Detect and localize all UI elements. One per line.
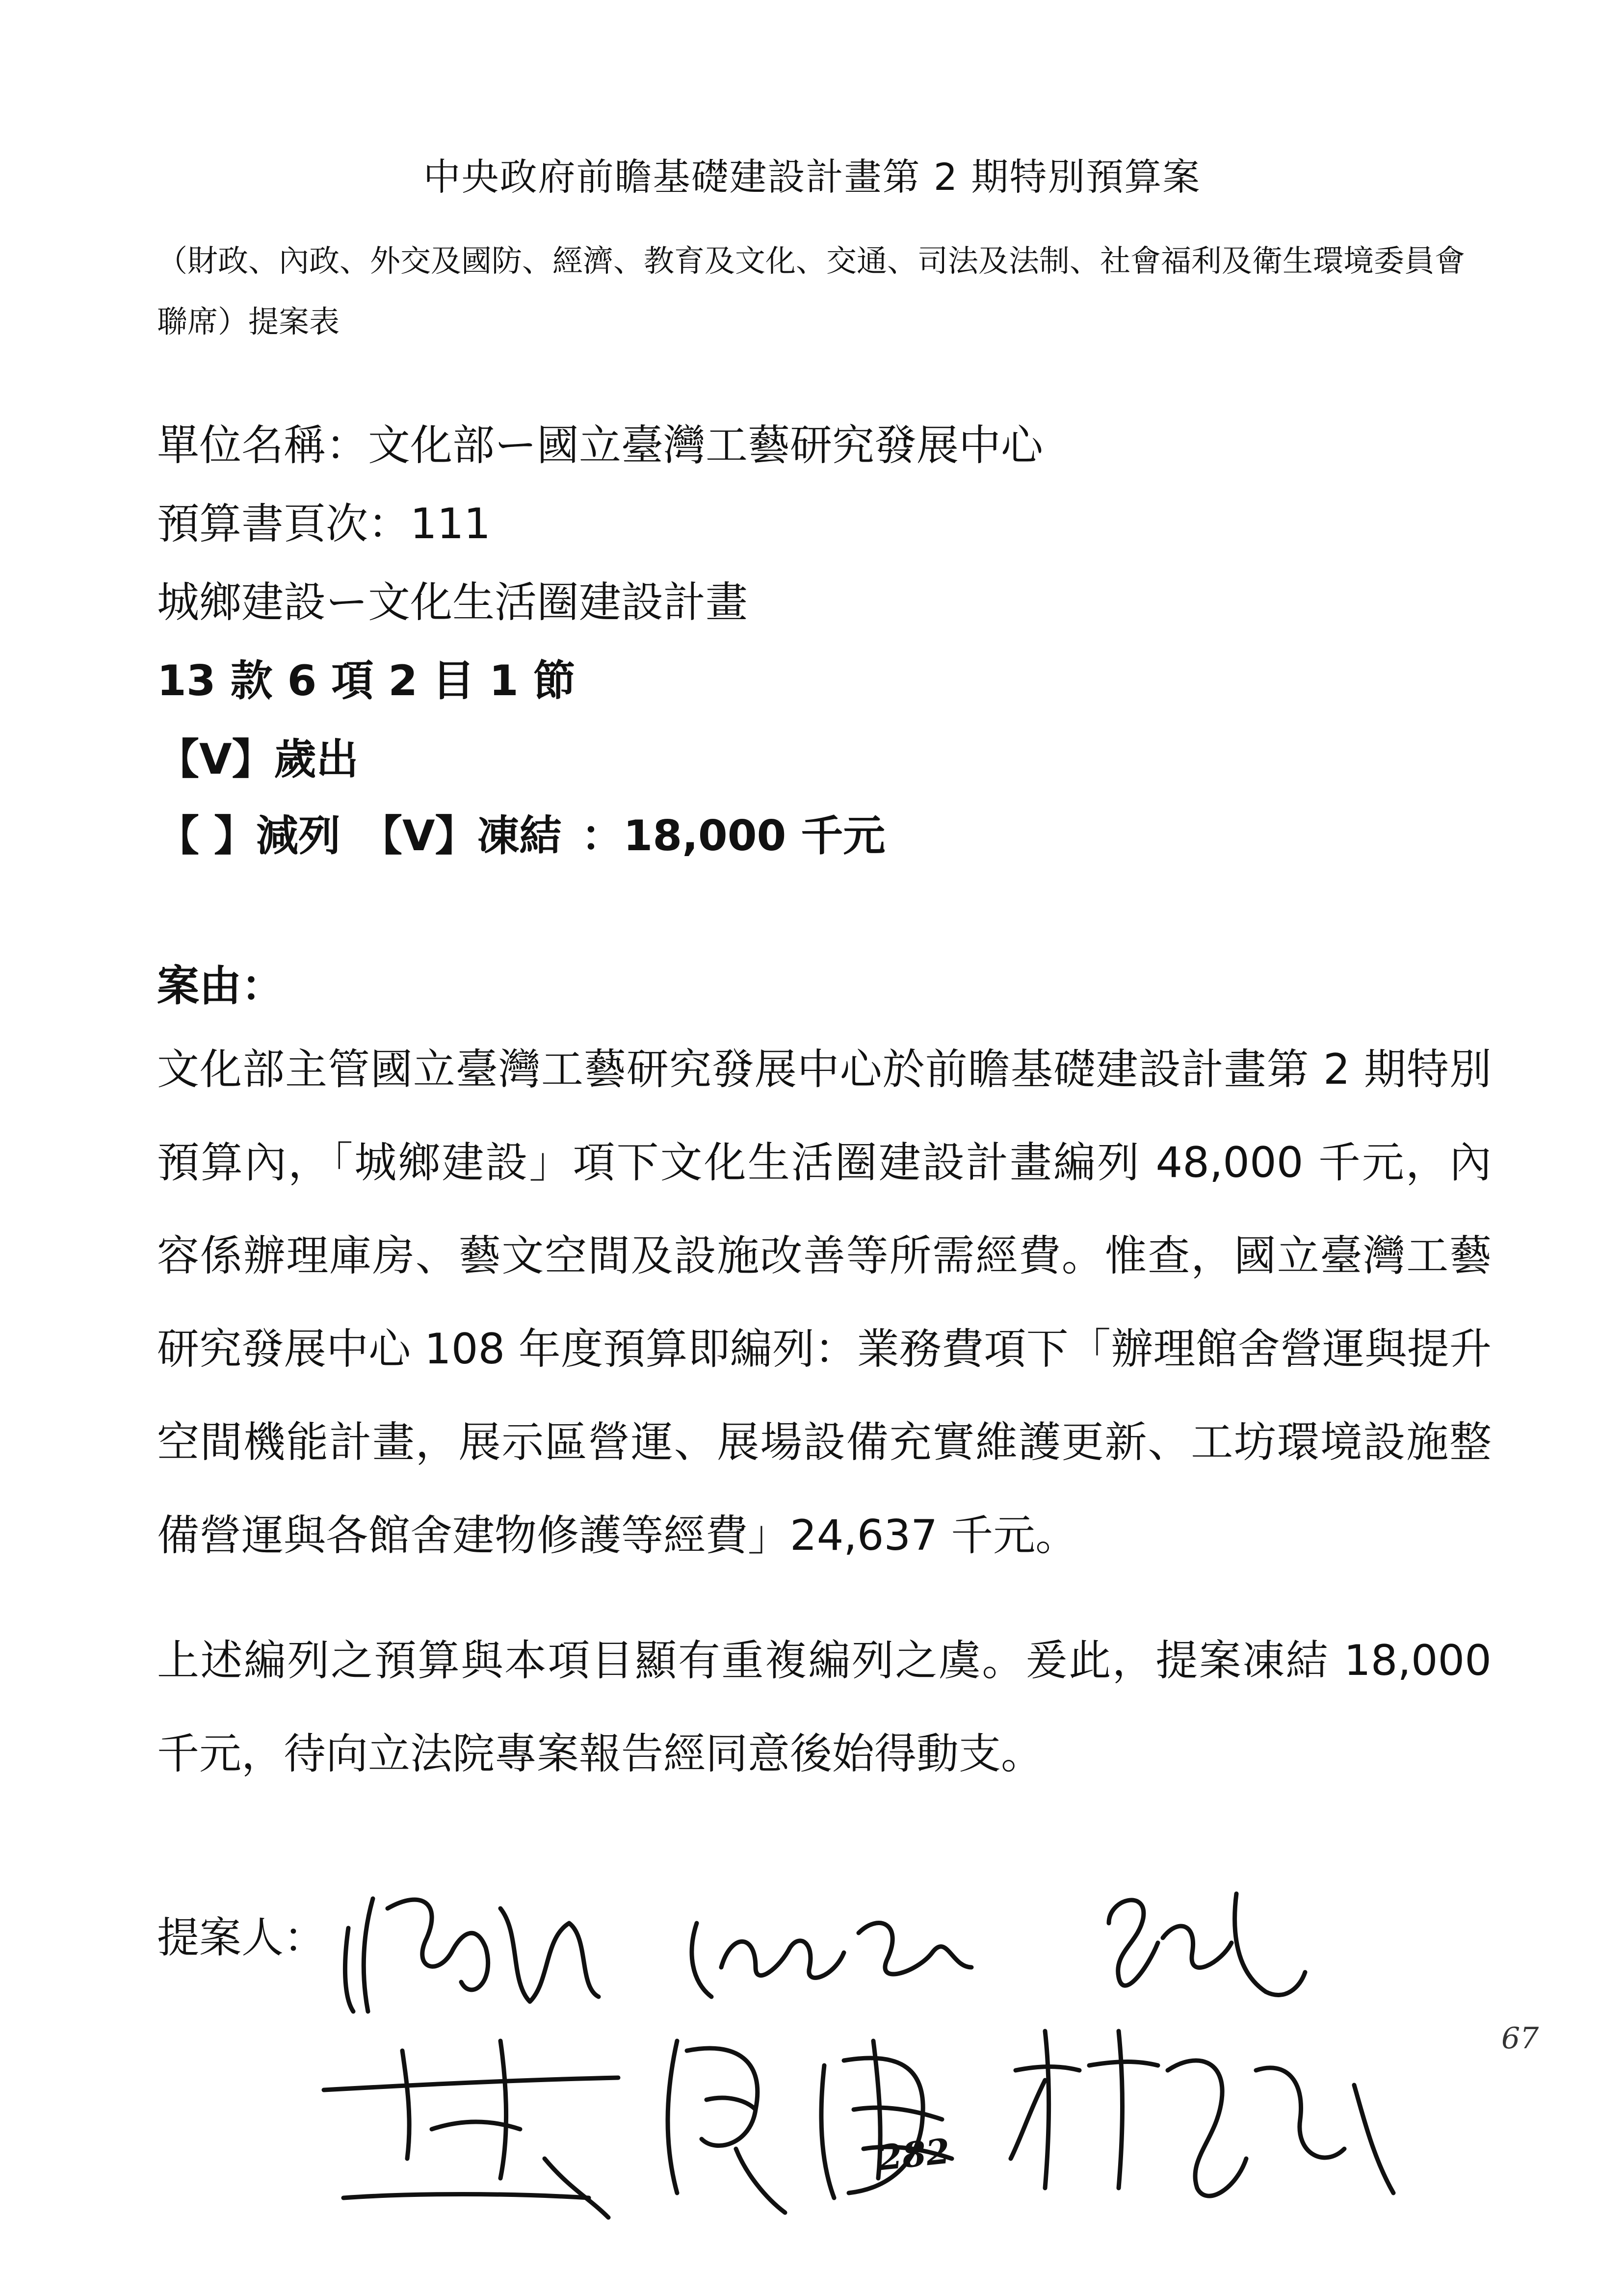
proposer-label: 提案人： <box>157 1913 326 1962</box>
reason-paragraph-2: 上述編列之預算與本項目顯有重複編列之虞。爰此，提案凍結 18,000 千元，待向立法院專案報告經同意後始得動支。 <box>157 1636 1492 1778</box>
signature-stroke <box>821 2065 834 2198</box>
signature-stroke <box>854 2108 942 2119</box>
signature-stroke <box>1089 2062 1158 2066</box>
signature-stroke <box>343 2194 589 2198</box>
budget-page: 預算書頁次：111 <box>157 499 491 548</box>
signature-stroke <box>1256 2068 1344 2158</box>
reason-heading: 案由： <box>157 962 284 1011</box>
reason-paragraph-1: 文化部主管國立臺灣工藝研究發展中心於前瞻基礎建設計畫第 2 期特別預算內，「城鄉建設」項下文化生活圈建設計畫編列 48,000 千元，內容係辦理庫房、藝文空間及設施改善等所需經費。惟查，國立臺灣工藝研究發展中心 108 年度預算即編列：業務費項下「辦理館舍營運與提升空間機能計畫，展示區營運、展場設備充實維護更新、工坊環境設施整備營運與各館舍建物修護等經費」24,637 千元。 <box>157 1045 1492 1560</box>
signature-stroke <box>707 2098 756 2110</box>
freeze-option: 【V】凍結 <box>360 811 562 861</box>
signature-stroke <box>1045 2031 1049 2188</box>
budget-code: 13 款 6 項 2 目 1 節 <box>157 656 576 705</box>
committee-line: （財政、內政、外交及國防、經濟、教育及文化、交通、司法及法制、社會福利及衛生環境委員會聯席）提案表 <box>157 243 1466 339</box>
signature-stroke <box>1109 1900 1158 1985</box>
signature-stroke <box>1354 2085 1393 2193</box>
unit-name: 單位名稱：文化部ー國立臺灣工藝研究發展中心 <box>157 421 1043 470</box>
signature-stroke <box>1163 1926 1231 1968</box>
margin-number: 67 <box>1501 2021 1539 2056</box>
signature-stroke <box>859 1923 971 1974</box>
signature-stroke <box>324 2078 618 2090</box>
signature-stroke <box>388 1900 488 1990</box>
signature-stroke <box>692 1923 711 1997</box>
reduce-option: 【 】減列 <box>157 811 341 861</box>
signature-stroke <box>545 2159 608 2218</box>
signature-stroke <box>500 1908 599 2002</box>
page-number: 282 <box>876 2130 952 2179</box>
signature-stroke <box>500 2041 506 2178</box>
freeze-amount: ：18,000 千元 <box>581 811 886 861</box>
signature-stroke <box>736 2149 785 2213</box>
signature-stroke <box>721 1941 844 1978</box>
document-title: 中央政府前瞻基礎建設計畫第 2 期特別預算案 <box>423 155 1201 199</box>
signature-stroke <box>1168 2061 1246 2196</box>
signature-stroke <box>1011 2080 1045 2159</box>
signature-stroke <box>1119 2031 1123 2188</box>
action-line <box>157 802 885 862</box>
signature-stroke <box>1235 1894 1305 1995</box>
plan-name: 城鄉建設ー文化生活圈建設計畫 <box>157 578 748 627</box>
signature-stroke <box>345 1928 353 2011</box>
signature-stroke <box>402 2051 409 2159</box>
signature-stroke <box>668 2041 677 2193</box>
expenditure-type: 【V】歲出 <box>157 735 359 784</box>
signature-stroke <box>364 1899 373 2011</box>
